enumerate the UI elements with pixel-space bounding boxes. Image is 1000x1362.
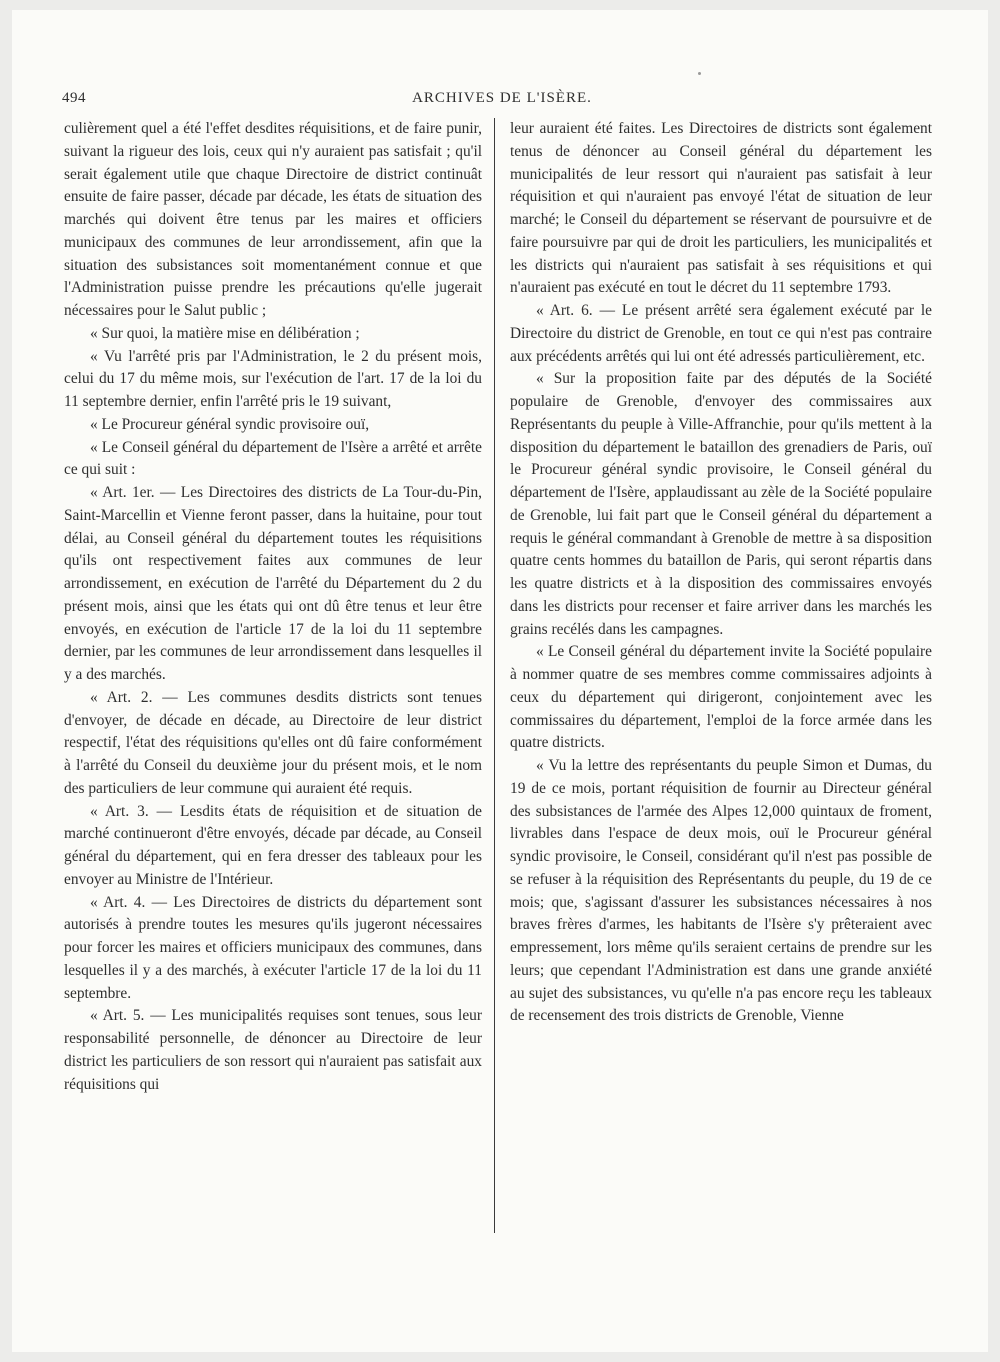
paragraph: « Le Procureur général syndic provisoire ouï, (90, 415, 370, 433)
paragraph: culièrement quel a été l'effet desdites réquisitions, et de faire punir, suivant la rigueur des lois, ceux qui n'y auraient pas satisfait ; qu'il serait également utile que chaque Directoire de district continuât ensuite de faire passer, décade par décade, les états de situation des marchés qui doivent être tenus par les maires et officiers municipaux des communes de leur arrondissement, afin que la situation des subsistances soit momentanément connue et que l'Administration puisse prendre les précautions qu'elle jugerait nécessaires pour le Salut public ; (64, 120, 482, 319)
paragraph: « Vu l'arrêté pris par l'Administration, le 2 du présent mois, celui du 17 du même mois, sur l'exécution de l'art. 17 de la loi du 11 septembre dernier, enfin l'arrêté pris le 19 suivant, (64, 347, 482, 410)
page (12, 10, 988, 1352)
article-paragraph: « Art. 2. — Les communes desdits districts sont tenues d'envoyer, de décade en décade, au Directoire de leur district respectif, l'état des réquisitions qu'elles ont dû faire conformément à l'arrêté du Conseil du deuxième jour du présent mois, et le nom des particuliers de leur commune qui auraient été requis. (64, 688, 482, 797)
paragraph: leur auraient été faites. Les Directoires de districts sont également tenus de dénoncer au Conseil général du département les municipalités de leur ressort qui n'auraient pas satisfait à leur réquisition et qui n'auraient pas envoyé l'état de situation de leur marché; le Conseil du département se réservant de poursuivre et de faire poursuivre par qui de droit les particuliers, les municipalités et les districts qui n'auraient pas satisfait à ses réquisitions et qui n'auraient pas exécuté en tout le décret du 11 septembre 1793. (510, 120, 932, 297)
article-paragraph: « Art. 1er. — Les Directoires des districts de La Tour-du-Pin, Saint-Marcellin et Vienne feront passer, dans la huitaine, pour tout délai, au Conseil général du département toutes les réquisitions qu'ils ont respectivement faites aux communes de leur arrondissement, en exécution de l'arrêté du Département du 2 du présent mois, ainsi que les états qui ont dû être tenus et leur être envoyés, en exécution de l'article 17 de la loi du 11 septembre dernier, par les communes de leur arrondissement dans lesquelles il y a des marchés. (64, 484, 482, 683)
paragraph: « Le Conseil général du département invite la Société populaire à nommer quatre de ses membres comme commissaires adjoints à ceux du département qui dirigeront, conjointement avec les commissaires du département, l'emploi de la force armée dans les quatre districts. (510, 643, 932, 752)
running-title: ARCHIVES DE L'ISÈRE. (412, 90, 592, 106)
paragraph: « Sur quoi, la matière mise en délibération ; (90, 324, 360, 342)
paragraph: « Le Conseil général du département de l'Isère a arrêté et arrête ce qui suit : (64, 438, 482, 479)
page-header (62, 90, 942, 112)
column-divider (494, 118, 495, 1233)
article-paragraph: « Art. 3. — Lesdits états de réquisition et de situation de marché continueront d'être envoyés, décade par décade, au Conseil général du département, qui en fera dresser des tableaux pour les envoyer au Ministre de l'Intérieur. (64, 802, 482, 888)
paper-speck (698, 72, 701, 75)
page-number: 494 (62, 90, 86, 106)
article-paragraph: « Art. 4. — Les Directoires de districts du département sont autorisés à prendre toutes les mesures qu'ils jugeront nécessaires pour forcer les maires et officiers municipaux des communes, dans lesquelles il y a des marchés, à exécuter l'article 17 de la loi du 11 septembre. (64, 893, 482, 1002)
article-paragraph: « Art. 6. — Le présent arrêté sera également exécuté par le Directoire du district de Grenoble, en tout ce qui n'est pas contraire aux précédents arrêtés qui lui ont été adressés particulièrement, etc. (510, 302, 932, 365)
paragraph: « Vu la lettre des représentants du peuple Simon et Dumas, du 19 de ce mois, portant réquisition de fournir au Directeur général des subsistances de l'armée des Alpes 12,000 quintaux de froment, livrables dans l'espace de deux mois, ouï le Procureur général syndic provisoire, le Conseil, considérant qu'il n'est pas possible de se refuser à la réquisition des Représentants du peuple, du 19 de ce mois; que, s'agissant d'assurer les subsistances nécessaires à nos braves frères d'armes, les habitants de l'Isère s'y prêteraient avec empressement, lors même qu'ils seraient certains de prendre sur les leurs; que cependant l'Administration est dans une grande anxiété au sujet des subsistances, vu qu'elle n'a pas encore reçu les tableaux de recensement des trois districts de Grenoble, Vienne (510, 757, 932, 1025)
left-column (64, 118, 482, 1096)
paragraph: « Sur la proposition faite par des députés de la Société populaire de Grenoble, d'envoyer des commissaires aux Représentants du peuple à Ville-Affranchie, pour qu'ils mettent à la disposition du département le bataillon des grenadiers de Paris, ouï le Procureur général syndic provisoire, le Conseil général du département de l'Isère, applaudissant au zèle de la Société populaire de Grenoble, lui fait part que le Conseil général du département a requis le général commandant à Grenoble de mettre à sa disposition quatre cents hommes du bataillon de Paris, qui seront répartis dans les quatre districts et à la disposition des commissaires envoyés dans les districts pour recenser et faire arriver dans les marchés les grains recélés dans les campagnes. (510, 370, 932, 638)
right-column (510, 118, 932, 1028)
article-paragraph: « Art. 5. — Les municipalités requises sont tenues, sous leur responsabilité personnelle, de dénoncer au Directoire de leur district les particuliers de son ressort qui n'auraient pas satisfait aux réquisitions qui (64, 1007, 482, 1093)
